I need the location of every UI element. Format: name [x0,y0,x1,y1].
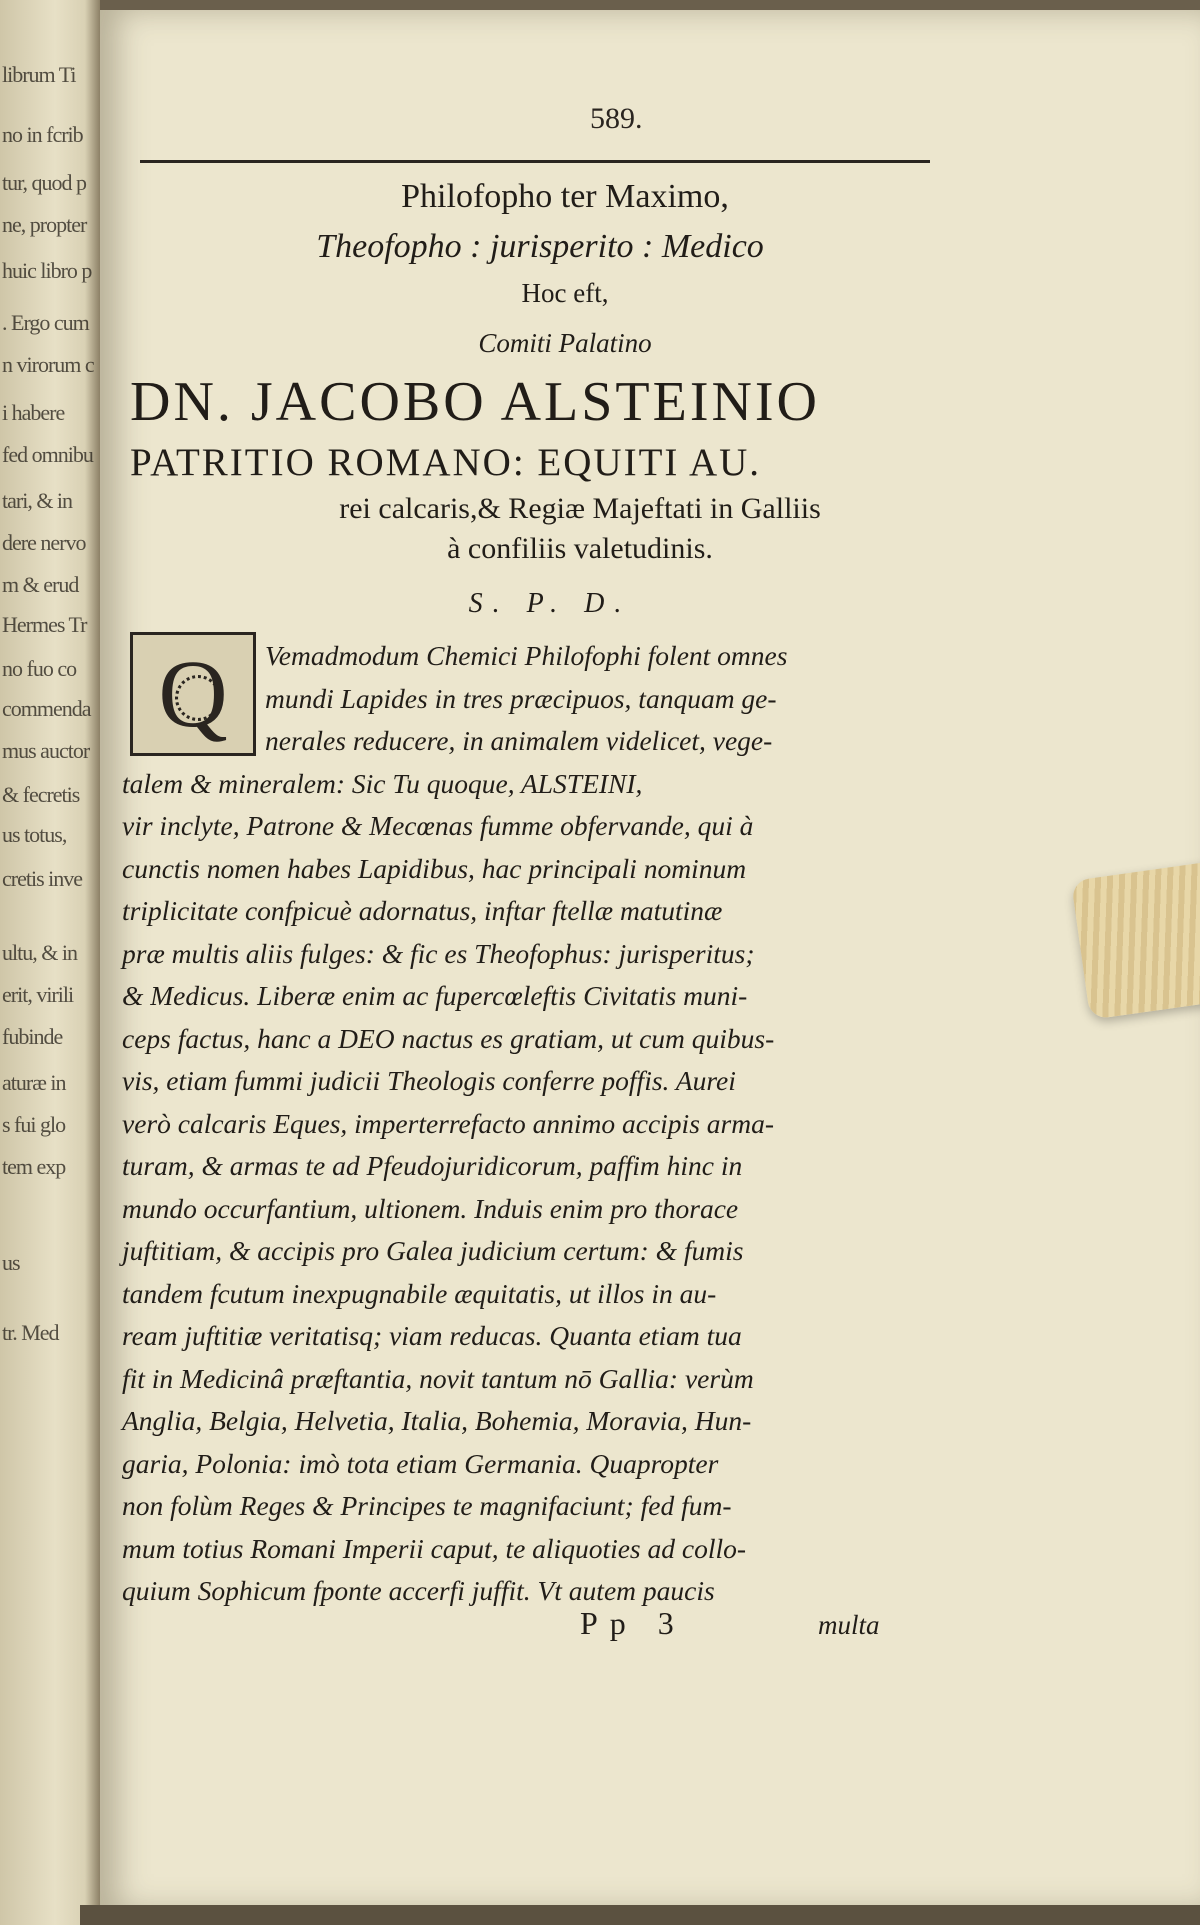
left-page-fragment: huic libro p [2,258,92,283]
dedication-line-1: Philofopho ter Maximo, [401,178,729,215]
body-line: tandem fcutum inexpugnabile æquitatis, ut illos in au- [122,1277,717,1309]
left-page-fragment: dere nervo [2,530,86,555]
body-line: fit in Medicinâ præftantia, novit tantum nō Gallia: verùm [122,1362,754,1394]
body-line: verò calcaris Eques, imperterrefacto annimo accipis arma- [122,1107,774,1139]
wooden-page-weight [1071,860,1200,1020]
left-page-fragment: Hermes Tr [2,612,87,637]
body-line: vir inclyte, Patrone & Mecœnas fumme obfervande, qui à [122,810,754,841]
body-line: vis, etiam fummi judicii Theologis conferre poffis. Aurei [122,1065,736,1096]
left-page-fragment: fubinde [2,1024,63,1049]
left-page-fragment: tem exp [2,1154,66,1179]
page-number: 589. [590,102,643,135]
dedication-line-2: Theofopho : jurisperito : Medico [316,228,764,265]
body-line: nerales reducere, in animalem videlicet, vege- [265,725,773,756]
book-page [100,10,1200,1910]
left-page-fragment: tur, quod p [2,170,87,195]
left-page-fragment: aturæ in [2,1070,66,1095]
left-page-fragment: no fuo co [2,656,77,681]
left-page-fragment: & fecretis [2,782,80,807]
left-page-fragment: cretis inve [2,866,83,891]
body-line: cunctis nomen habes Lapidibus, hac principali nominum [122,852,747,884]
left-page-fragment: us [2,1250,20,1275]
left-page-fragment: fed omnibu [2,442,93,467]
left-page-fragment: tari, & in [2,488,73,513]
body-line: juftitiam, & accipis pro Galea judicium certum: & fumis [122,1235,744,1266]
left-page-fragment: mus auctor [2,738,90,763]
book-bottom-edge [80,1905,1200,1925]
left-page-fragment: m & erud [2,572,79,597]
left-facing-page [0,0,100,1925]
body-line: ream juftitiæ veritatisq; viam reducas. Quanta etiam tua [122,1320,742,1351]
body-line: triplicitate confpicuè adornatus, inftar ftellæ matutinæ [122,895,723,926]
left-page-fragment: erit, virili [2,982,74,1007]
catchword: multa [818,1610,880,1640]
salutation: S. P. D. [468,588,632,619]
body-line: Vemadmodum Chemici Philofophi folent omnes [265,640,788,671]
left-page-fragment: no in fcrib [2,122,83,147]
body-line: Anglia, Belgia, Helvetia, Italia, Bohemia, Moravia, Hun- [122,1405,752,1436]
dedication-line-4: Comiti Palatino [478,328,652,358]
body-line: turam, & armas te ad Pfeudojuridicorum, paffim hinc in [122,1150,743,1181]
decorated-initial [130,632,256,756]
header-rule [140,160,930,163]
left-page-fragment: s fui glo [2,1112,66,1137]
body-line: quium Sophicum fponte accerfi juffit. Vt autem paucis [122,1575,715,1606]
initial-letter: Q [158,640,228,747]
left-page-fragment: ne, propter [2,212,87,237]
left-page-fragment: ultu, & in [2,940,77,965]
left-page-fragment: tr. Med [2,1320,59,1345]
left-page-fragment: . Ergo cum [2,310,89,335]
left-page-fragment: i habere [2,400,65,425]
left-page-fragment: commenda [2,696,91,721]
body-line: mundo occurfantium, ultionem. Induis enim pro thorace [122,1192,739,1224]
book-top-edge [100,0,1200,10]
dedication-line-7: rei calcaris,& Regiæ Majeftati in Galliis [339,492,821,525]
left-page-fragment: n virorum c [2,352,94,377]
body-line: & Medicus. Liberæ enim ac fupercœleftis Civitatis muni- [122,980,748,1011]
body-line: talem & mineralem: Sic Tu quoque, ALSTEINI, [122,767,643,799]
signature-mark: Pp 3 [580,1605,686,1641]
body-line: præ multis aliis fulges: & fic es Theofophus: jurisperitus; [122,937,755,969]
dedication-line-8: à confiliis valetudinis. [447,532,713,565]
dedication-line-3: Hoc eft, [521,278,609,308]
body-line: mum totius Romani Imperii caput, te aliquoties ad collo- [122,1532,747,1564]
dedicatee-title: PATRITIO ROMANO: EQUITI AU. [130,441,762,484]
body-line: non folùm Reges & Principes te magnifaciunt; fed fum- [122,1490,732,1521]
left-page-fragment: us totus, [2,822,67,847]
body-line: mundi Lapides in tres præcipuos, tanquam ge- [265,682,777,714]
body-line: garia, Polonia: imò tota etiam Germania. Quapropter [122,1447,719,1479]
body-line: ceps factus, hanc a DEO nactus es gratiam, ut cum quibus- [122,1022,775,1054]
dedicatee-name: DN. JACOBO ALSTEINIO [130,371,820,433]
left-page-fragment: librum Ti [2,62,76,87]
